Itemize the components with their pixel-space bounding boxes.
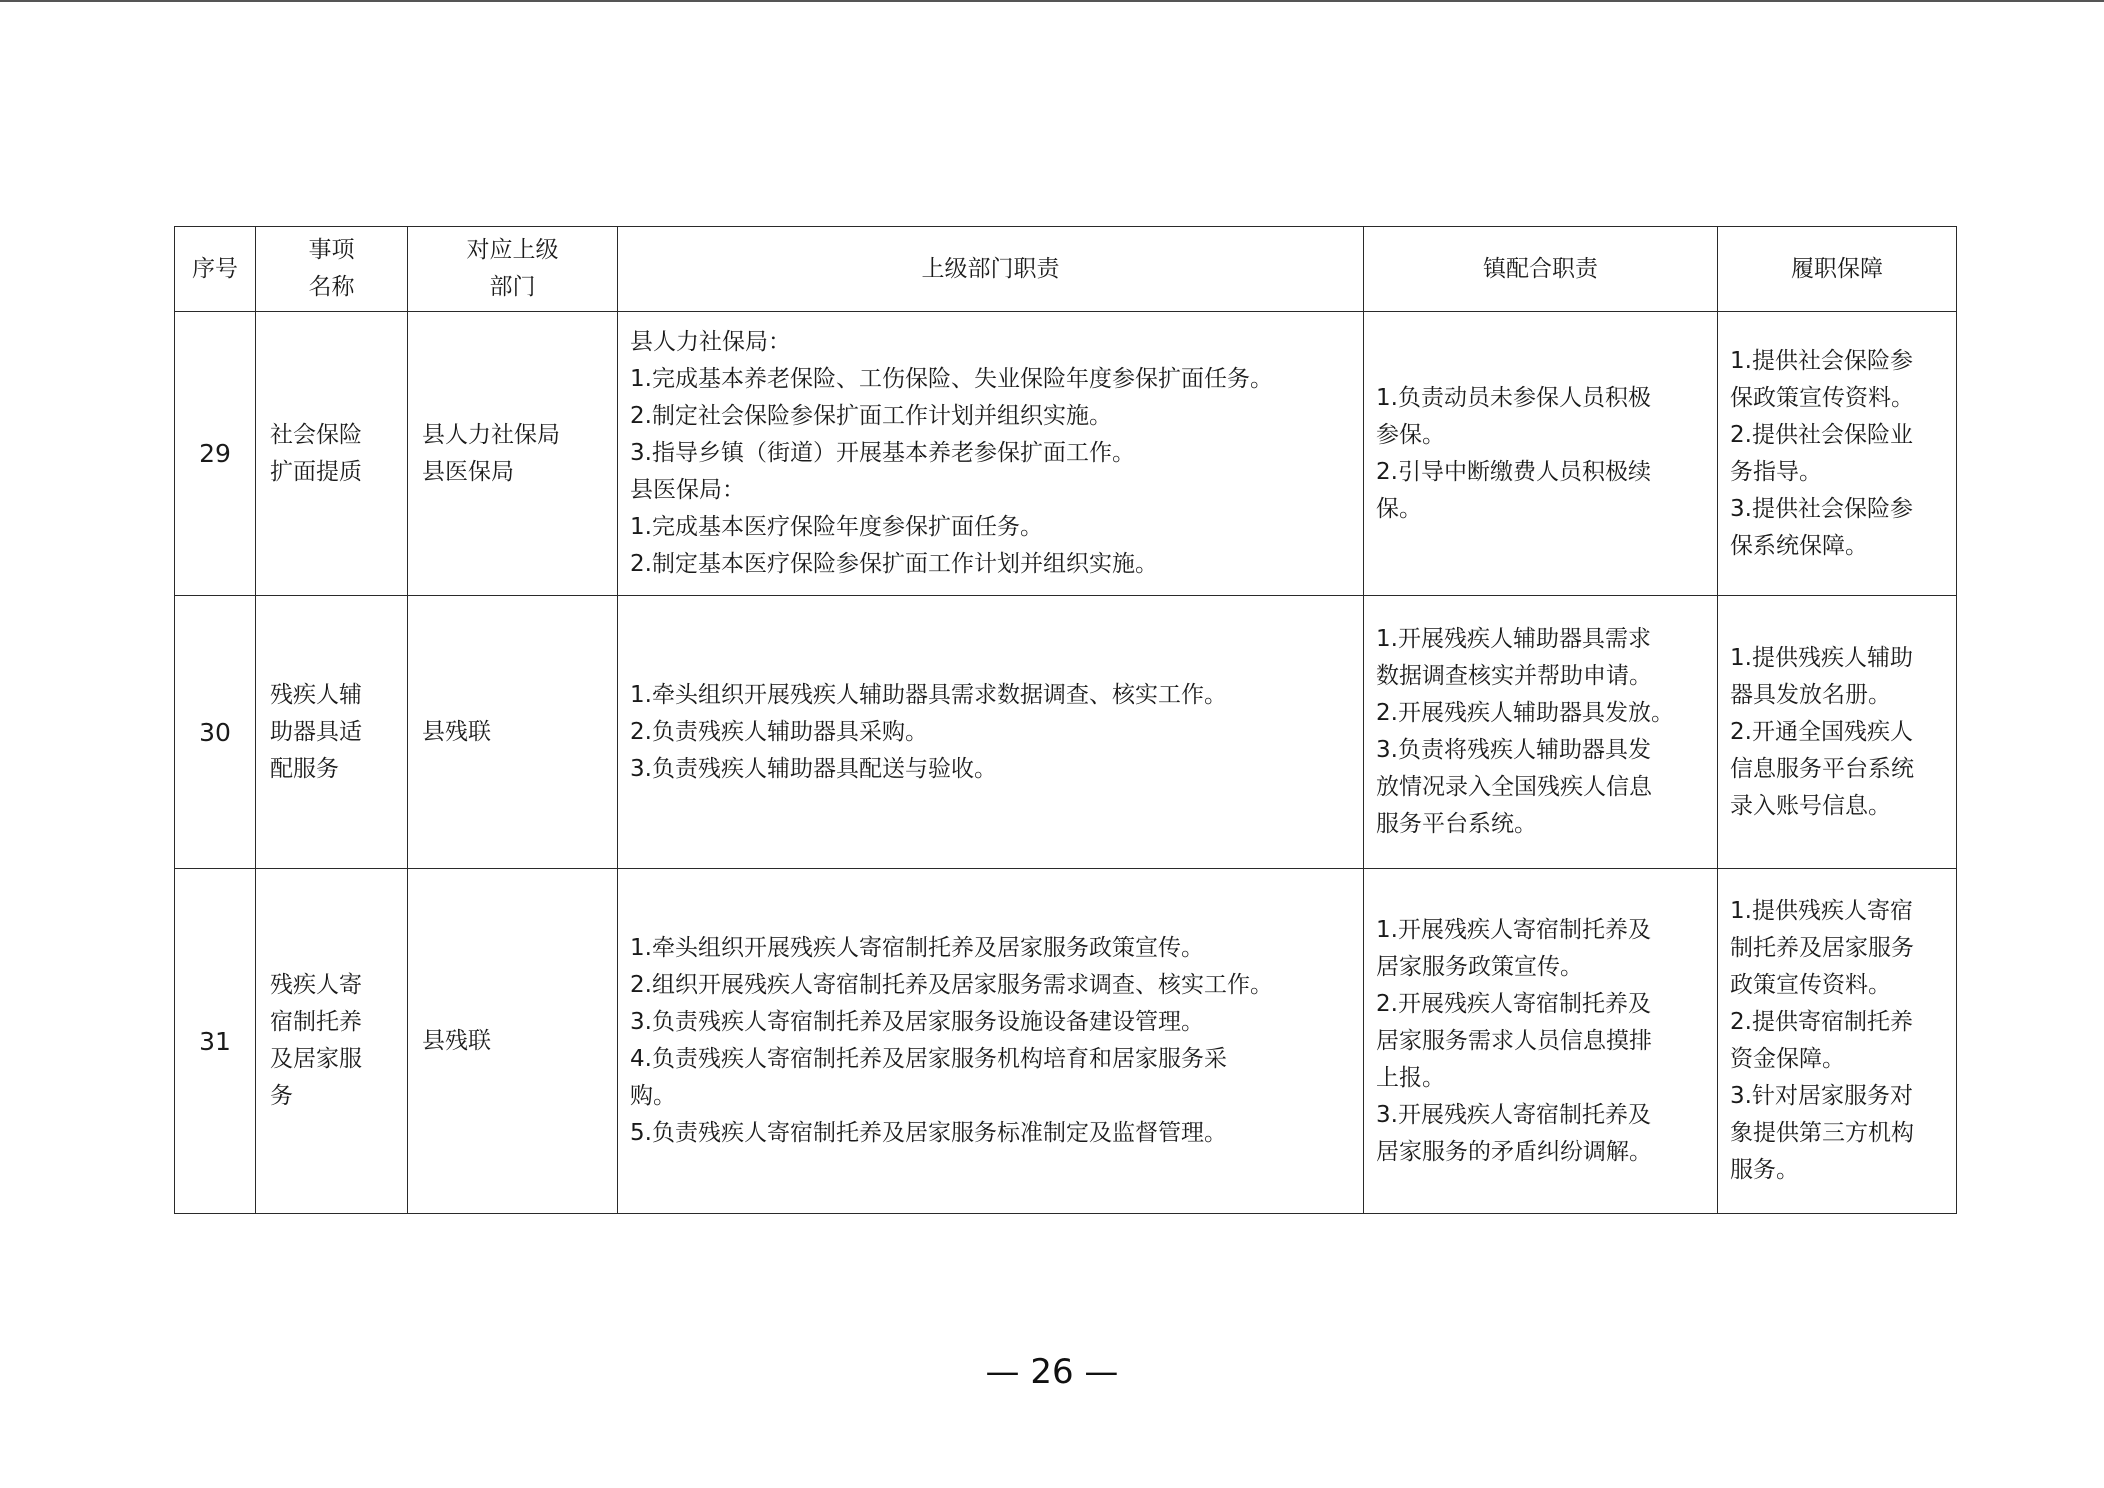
page-top-border [0,0,2104,2]
town-duty: 1.开展残疾人辅助器具需求 数据调查核实并帮助申请。 2.开展残疾人辅助器具发放。 3.负责将残疾人辅助器具发 放情况录入全国残疾人信息 服务平台系统。 [1364,596,1718,869]
header-superior-dept: 对应上级 部门 [408,227,618,312]
row-number: 31 [175,869,256,1214]
header-guarantee: 履职保障 [1718,227,1957,312]
item-name: 残疾人寄 宿制托养 及居家服 务 [256,869,408,1214]
item-name: 残疾人辅 助器具适 配服务 [256,596,408,869]
page-number: — 26 — [985,1352,1119,1392]
superior-dept: 县残联 [408,596,618,869]
superior-duty: 1.牵头组织开展残疾人辅助器具需求数据调查、核实工作。 2.负责残疾人辅助器具采购。 3.负责残疾人辅助器具配送与验收。 [618,596,1364,869]
superior-duty: 县人力社保局： 1.完成基本养老保险、工伤保险、失业保险年度参保扩面任务。 2.制定社会保险参保扩面工作计划并组织实施。 3.指导乡镇（街道）开展基本养老参保扩面工作。 县医保局： 1.完成基本医疗保险年度参保扩面任务。 2.制定基本医疗保险参保扩面工作计划并组织实施。 [618,312,1364,596]
table-row [175,596,1957,869]
header-superior-duty: 上级部门职责 [618,227,1364,312]
town-duty: 1.负责动员未参保人员积极 参保。 2.引导中断缴费人员积极续 保。 [1364,312,1718,596]
table-row [175,312,1957,596]
duty-table [174,226,1957,1214]
row-number: 29 [175,312,256,596]
town-duty: 1.开展残疾人寄宿制托养及 居家服务政策宣传。 2.开展残疾人寄宿制托养及 居家服务需求人员信息摸排 上报。 3.开展残疾人寄宿制托养及 居家服务的矛盾纠纷调解。 [1364,869,1718,1214]
row-number: 30 [175,596,256,869]
table-row [175,869,1957,1214]
item-name: 社会保险 扩面提质 [256,312,408,596]
duty-guarantee: 1.提供社会保险参 保政策宣传资料。 2.提供社会保险业 务指导。 3.提供社会保险参 保系统保障。 [1718,312,1957,596]
table-header-row [175,227,1957,312]
header-item-name: 事项 名称 [256,227,408,312]
superior-dept: 县人力社保局 县医保局 [408,312,618,596]
duty-guarantee: 1.提供残疾人寄宿 制托养及居家服务 政策宣传资料。 2.提供寄宿制托养 资金保障。 3.针对居家服务对 象提供第三方机构 服务。 [1718,869,1957,1214]
header-num: 序号 [175,227,256,312]
duty-guarantee: 1.提供残疾人辅助 器具发放名册。 2.开通全国残疾人 信息服务平台系统 录入账号信息。 [1718,596,1957,869]
superior-duty: 1.牵头组织开展残疾人寄宿制托养及居家服务政策宣传。 2.组织开展残疾人寄宿制托养及居家服务需求调查、核实工作。 3.负责残疾人寄宿制托养及居家服务设施设备建设管理。 4.负责残疾人寄宿制托养及居家服务机构培育和居家服务采 购。 5.负责残疾人寄宿制托养及居家服务标准制定及监督管理。 [618,869,1364,1214]
header-town-duty: 镇配合职责 [1364,227,1718,312]
superior-dept: 县残联 [408,869,618,1214]
